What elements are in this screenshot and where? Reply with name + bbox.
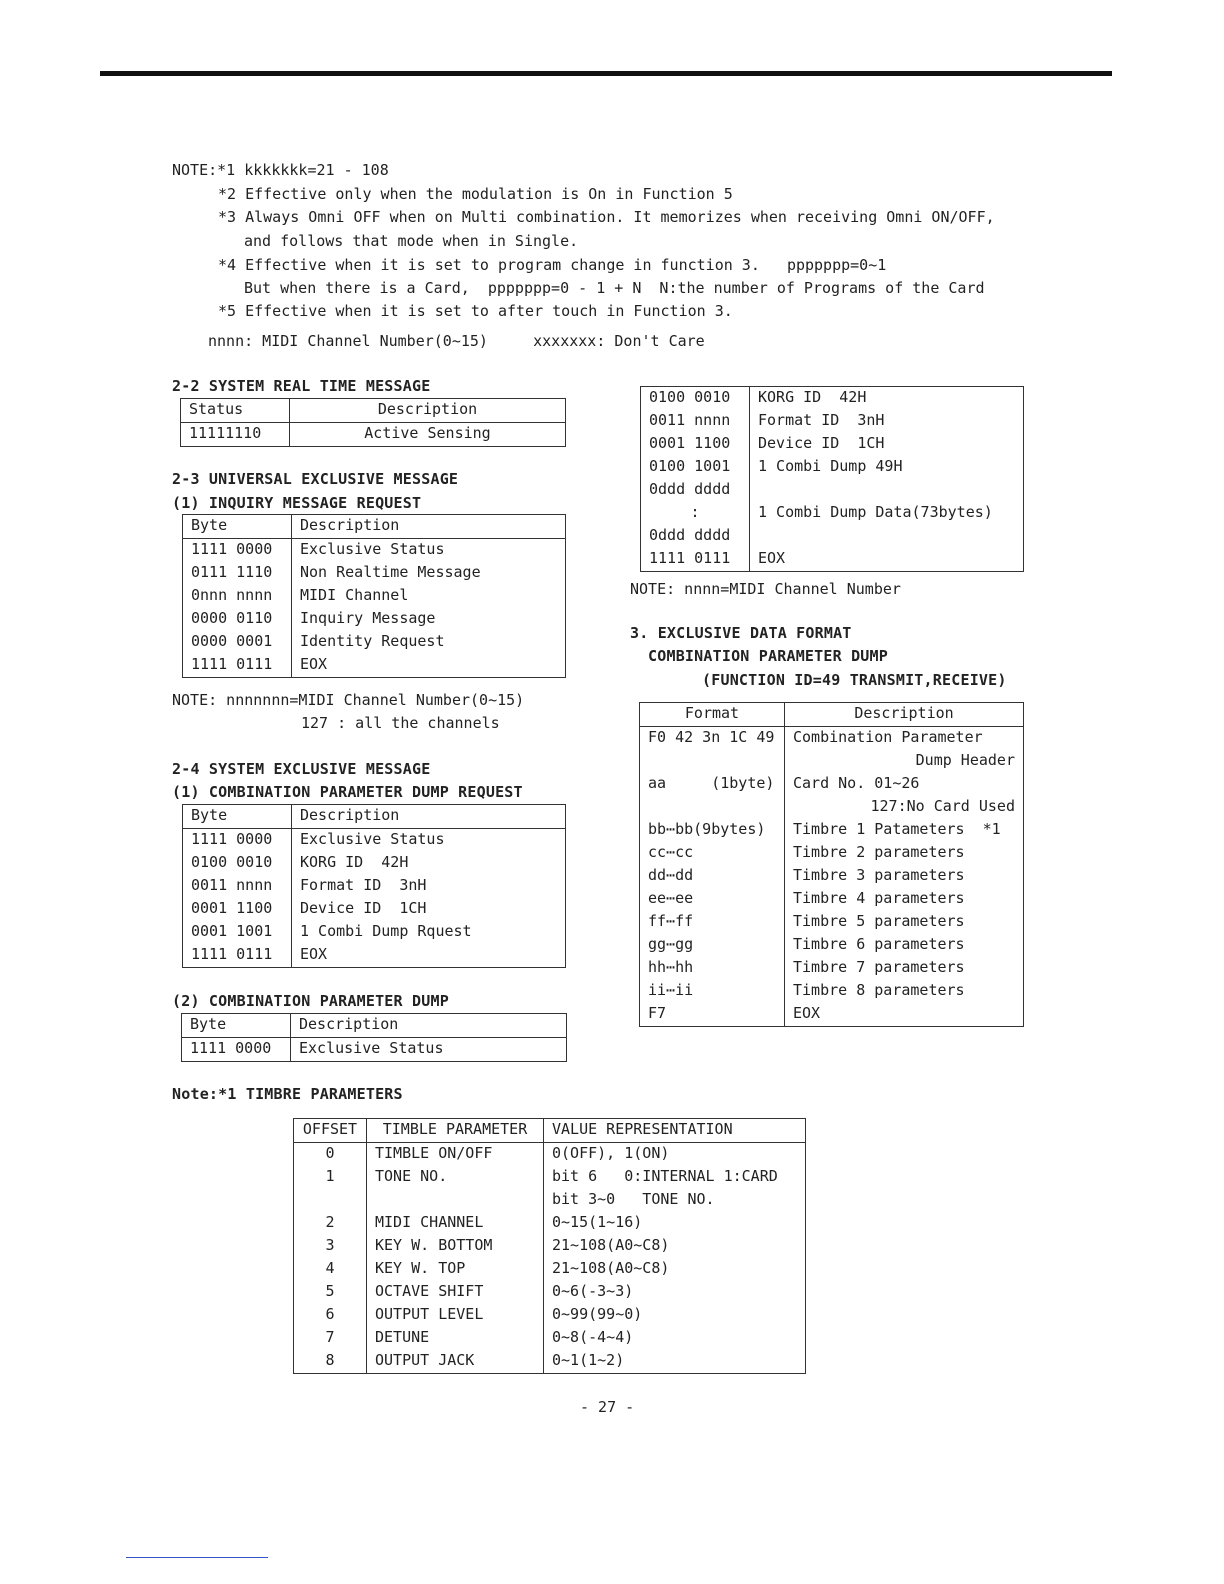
cell: EOX (785, 1003, 1024, 1027)
cell: Active Sensing (290, 423, 566, 447)
table-row (641, 387, 1024, 411)
table-row (294, 1281, 806, 1304)
cell: 1 Combi Dump Data(73bytes) (750, 502, 1024, 525)
cell: ee⋯ee (640, 888, 785, 911)
cell: 1111 0000 (183, 829, 292, 853)
inquiry-message-table (182, 514, 566, 678)
cell: Timbre 4 parameters (785, 888, 1024, 911)
combi-dump-note: NOTE: nnnn=MIDI Channel Number (630, 580, 901, 598)
col-offset: OFFSET (294, 1119, 367, 1143)
table-row (183, 944, 566, 968)
footer-rule (126, 1557, 268, 1558)
table-row (640, 1003, 1024, 1027)
col-byte: Byte (183, 515, 292, 539)
table-row (183, 608, 566, 631)
cell: EOX (750, 548, 1024, 572)
table-row (640, 727, 1024, 751)
cell: 6 (294, 1304, 367, 1327)
cell: 8 (294, 1350, 367, 1374)
section-2-4-sub2: (2) COMBINATION PARAMETER DUMP (172, 992, 449, 1010)
section-2-3-sub: (1) INQUIRY MESSAGE REQUEST (172, 494, 422, 512)
cell (640, 750, 785, 773)
table-row (641, 433, 1024, 456)
col-description: Description (292, 515, 566, 539)
cell: 0100 0010 (641, 387, 750, 411)
section-3-sub: COMBINATION PARAMETER DUMP (648, 647, 888, 665)
cell: 1 (294, 1166, 367, 1189)
cell: 0100 1001 (641, 456, 750, 479)
cell (750, 479, 1024, 502)
cell: KORG ID 42H (292, 852, 566, 875)
cell: OUTPUT JACK (367, 1350, 544, 1374)
cell: Device ID 1CH (750, 433, 1024, 456)
section-2-4-heading: 2-4 SYSTEM EXCLUSIVE MESSAGE (172, 760, 431, 778)
cell: Format ID 3nH (292, 875, 566, 898)
col-format: Format (640, 703, 785, 727)
cell: 0001 1100 (183, 898, 292, 921)
cell: 0~99(99~0) (544, 1304, 806, 1327)
table-row (294, 1350, 806, 1374)
inquiry-note: NOTE: nnnnnnn=MIDI Channel Number(0~15) (172, 691, 525, 709)
col-byte: Byte (183, 805, 292, 829)
cell: TONE NO. (367, 1166, 544, 1189)
cell: 0011 nnnn (641, 410, 750, 433)
cell: 4 (294, 1258, 367, 1281)
cell: Timbre 8 parameters (785, 980, 1024, 1003)
cell: 1111 0111 (183, 654, 292, 678)
cell: 0(OFF), 1(ON) (544, 1143, 806, 1167)
cell: MIDI Channel (292, 585, 566, 608)
section-2-3-heading: 2-3 UNIVERSAL EXCLUSIVE MESSAGE (172, 470, 459, 488)
table-row (640, 911, 1024, 934)
table-row (183, 562, 566, 585)
cell: 1111 0000 (182, 1038, 291, 1062)
cell: 0001 1001 (183, 921, 292, 944)
cell: 21~108(A0~C8) (544, 1258, 806, 1281)
table-row (640, 773, 1024, 796)
table-row (183, 898, 566, 921)
table-row (641, 410, 1024, 433)
table-row (640, 750, 1024, 773)
cell: 1 Combi Dump 49H (750, 456, 1024, 479)
table-row (294, 1212, 806, 1235)
page-number: - 27 - (580, 1398, 635, 1416)
cell: ff⋯ff (640, 911, 785, 934)
section-3-sub2: (FUNCTION ID=49 TRANSMIT,RECEIVE) (702, 671, 1007, 689)
cell: dd⋯dd (640, 865, 785, 888)
table-row (640, 888, 1024, 911)
table-row (183, 921, 566, 944)
table-row (641, 456, 1024, 479)
col-status: Status (181, 399, 290, 423)
cell: Dump Header (785, 750, 1024, 773)
cell: 0000 0110 (183, 608, 292, 631)
table-row (640, 865, 1024, 888)
col-value: VALUE REPRESENTATION (544, 1119, 806, 1143)
table-row (640, 934, 1024, 957)
note-5: *5 Effective when it is set to after touch in Function 3. (218, 302, 733, 320)
cell: ii⋯ii (640, 980, 785, 1003)
cell: Timbre 5 parameters (785, 911, 1024, 934)
table-row (640, 980, 1024, 1003)
cell: bit 6 0:INTERNAL 1:CARD (544, 1166, 806, 1189)
dump-request-table (182, 804, 566, 968)
table-row (640, 957, 1024, 980)
cell: 11111110 (181, 423, 290, 447)
section-3-heading: 3. EXCLUSIVE DATA FORMAT (630, 624, 852, 642)
cell: MIDI CHANNEL (367, 1212, 544, 1235)
cell: 0nnn nnnn (183, 585, 292, 608)
cell: Timbre 2 parameters (785, 842, 1024, 865)
cell: Timbre 3 parameters (785, 865, 1024, 888)
cell: Identity Request (292, 631, 566, 654)
table-row (294, 1143, 806, 1167)
cell: Combination Parameter (785, 727, 1024, 751)
table-row (294, 1258, 806, 1281)
table-row (640, 796, 1024, 819)
note-2: *2 Effective only when the modulation is On in Function 5 (218, 185, 733, 203)
cell: Device ID 1CH (292, 898, 566, 921)
table-row (641, 479, 1024, 502)
col-description: Description (785, 703, 1024, 727)
note-4-cont: But when there is a Card, ppppppp=0 - 1 + N N:the number of Programs of the Card (244, 279, 985, 297)
table-row (183, 654, 566, 678)
cell: 5 (294, 1281, 367, 1304)
cell: Timbre 7 parameters (785, 957, 1024, 980)
cell: KEY W. BOTTOM (367, 1235, 544, 1258)
note-4: *4 Effective when it is set to program change in function 3. ppppppp=0~1 (218, 256, 887, 274)
cell: Non Realtime Message (292, 562, 566, 585)
cell: gg⋯gg (640, 934, 785, 957)
cell: F0 42 3n 1C 49 (640, 727, 785, 751)
cell: 0 (294, 1143, 367, 1167)
cell: 1111 0111 (641, 548, 750, 572)
cell: Timbre 1 Patameters *1 (785, 819, 1024, 842)
cell: 0ddd dddd (641, 479, 750, 502)
cell (294, 1189, 367, 1212)
cell: 1 Combi Dump Rquest (292, 921, 566, 944)
table-row (641, 502, 1024, 525)
cell: 0011 nnnn (183, 875, 292, 898)
note-1: NOTE:*1 kkkkkkk=21 - 108 (172, 161, 389, 179)
cell: 0ddd dddd (641, 525, 750, 548)
table-header-row (183, 515, 566, 539)
col-byte: Byte (182, 1014, 291, 1038)
cell: EOX (292, 654, 566, 678)
dump-table (181, 1013, 567, 1062)
cell: 0100 0010 (183, 852, 292, 875)
table-row (640, 819, 1024, 842)
cell: Card No. 01~26 (785, 773, 1024, 796)
cell: EOX (292, 944, 566, 968)
table-row (641, 525, 1024, 548)
cell: 21~108(A0~C8) (544, 1235, 806, 1258)
cell: 0~6(-3~3) (544, 1281, 806, 1304)
timbre-parameters-table (293, 1118, 806, 1374)
table-row (294, 1327, 806, 1350)
col-description: Description (290, 399, 566, 423)
cell: hh⋯hh (640, 957, 785, 980)
cell: Timbre 6 parameters (785, 934, 1024, 957)
table-header-row (294, 1119, 806, 1143)
cell: F7 (640, 1003, 785, 1027)
cell: 0~1(1~2) (544, 1350, 806, 1374)
col-description: Description (292, 805, 566, 829)
cell (750, 525, 1024, 548)
cell: cc⋯cc (640, 842, 785, 865)
table-row (294, 1189, 806, 1212)
cell: 0~8(-4~4) (544, 1327, 806, 1350)
cell: bit 3~0 TONE NO. (544, 1189, 806, 1212)
combi-dump-table (640, 386, 1024, 572)
table-row (183, 875, 566, 898)
exclusive-format-table (639, 702, 1024, 1027)
cell: OUTPUT LEVEL (367, 1304, 544, 1327)
cell: 1111 0000 (183, 539, 292, 563)
cell: OCTAVE SHIFT (367, 1281, 544, 1304)
table-row (640, 842, 1024, 865)
table-row (183, 829, 566, 853)
cell: bb⋯bb(9bytes) (640, 819, 785, 842)
cell: TIMBLE ON/OFF (367, 1143, 544, 1167)
col-description: Description (291, 1014, 567, 1038)
timbre-heading: Note:*1 TIMBRE PARAMETERS (172, 1085, 403, 1103)
cell: 1111 0111 (183, 944, 292, 968)
note-3-cont: and follows that mode when in Single. (244, 232, 579, 250)
cell: 0000 0001 (183, 631, 292, 654)
table-header-row (182, 1014, 567, 1038)
table-row (182, 1038, 567, 1062)
cell: KORG ID 42H (750, 387, 1024, 411)
col-parameter: TIMBLE PARAMETER (367, 1119, 544, 1143)
table-row (294, 1235, 806, 1258)
cell: 7 (294, 1327, 367, 1350)
cell: KEY W. TOP (367, 1258, 544, 1281)
table-row (183, 852, 566, 875)
table-header-row (640, 703, 1024, 727)
cell (367, 1189, 544, 1212)
cell: DETUNE (367, 1327, 544, 1350)
section-2-2-heading: 2-2 SYSTEM REAL TIME MESSAGE (172, 377, 431, 395)
table-header-row (183, 805, 566, 829)
section-2-4-sub: (1) COMBINATION PARAMETER DUMP REQUEST (172, 783, 523, 801)
table-row (181, 423, 566, 447)
cell: : (641, 502, 750, 525)
cell: Format ID 3nH (750, 410, 1024, 433)
cell: aa (1byte) (640, 773, 785, 796)
table-row (183, 539, 566, 563)
table-row (641, 548, 1024, 572)
table-row (183, 585, 566, 608)
inquiry-note-cont: 127 : all the channels (301, 714, 500, 732)
cell: Exclusive Status (291, 1038, 567, 1062)
note-3: *3 Always Omni OFF when on Multi combination. It memorizes when receiving Omni ON/OFF, (218, 208, 995, 226)
top-rule (100, 71, 1112, 76)
cell: Inquiry Message (292, 608, 566, 631)
cell (640, 796, 785, 819)
table-header-row (181, 399, 566, 423)
cell: 127:No Card Used (785, 796, 1024, 819)
system-realtime-table (180, 398, 566, 447)
table-row (294, 1304, 806, 1327)
cell: 0001 1100 (641, 433, 750, 456)
cell: Exclusive Status (292, 829, 566, 853)
note-nnnn: nnnn: MIDI Channel Number(0~15) xxxxxxx: Don't Care (208, 332, 705, 350)
cell: 0~15(1~16) (544, 1212, 806, 1235)
cell: Exclusive Status (292, 539, 566, 563)
cell: 3 (294, 1235, 367, 1258)
table-row (183, 631, 566, 654)
cell: 0111 1110 (183, 562, 292, 585)
cell: 2 (294, 1212, 367, 1235)
table-row (294, 1166, 806, 1189)
